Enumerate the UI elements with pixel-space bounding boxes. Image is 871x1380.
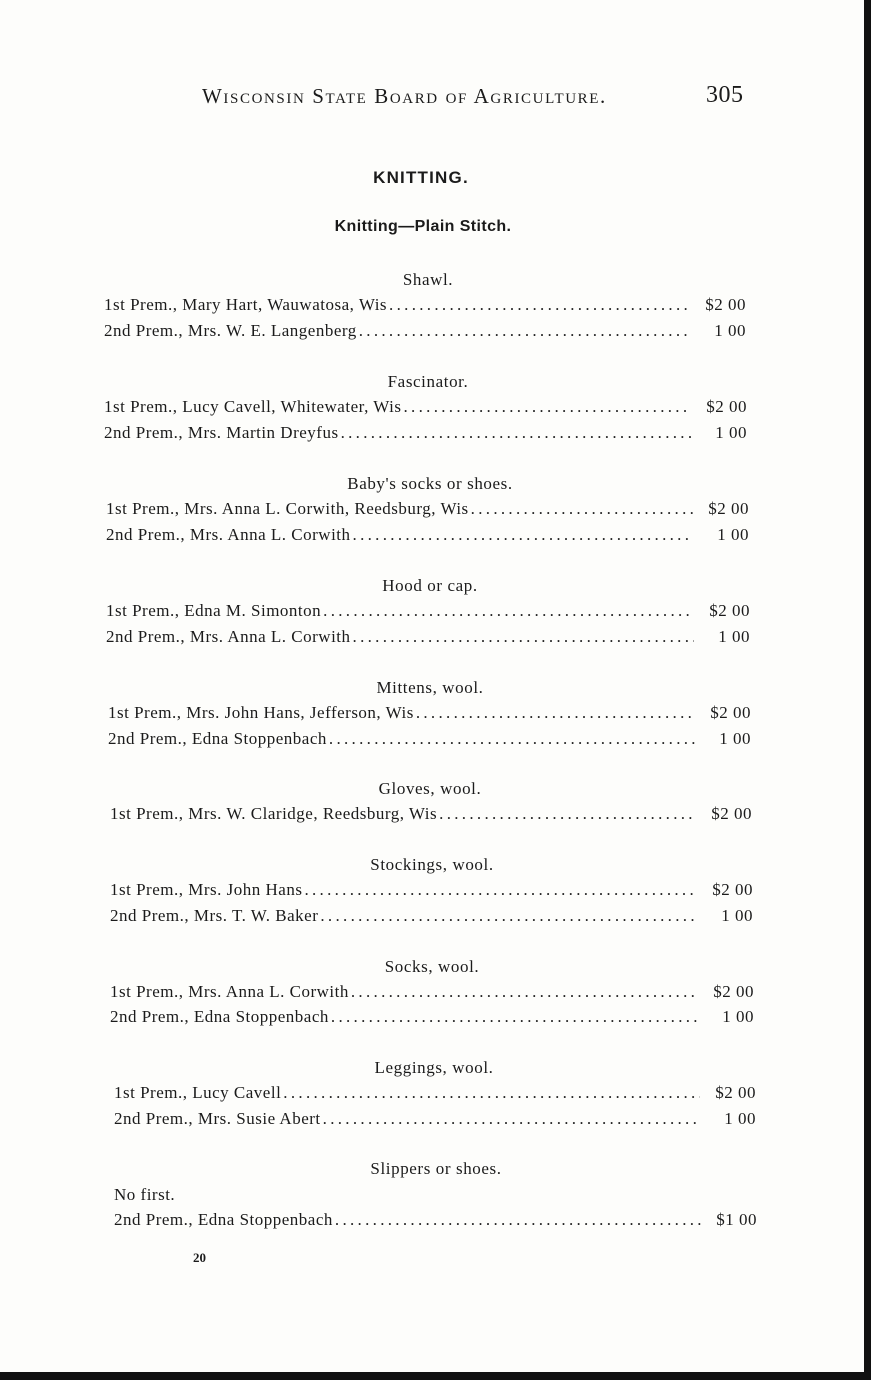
page-number: 305: [706, 82, 744, 108]
premium-entry: [110, 906, 753, 928]
dot-leader: [323, 601, 694, 621]
winner-name: Edna Stoppenbach: [197, 1210, 333, 1229]
premium-entry: [110, 1007, 754, 1029]
premium-rank: 1st Prem.,: [110, 804, 184, 823]
premium-rank: 2nd Prem.,: [114, 1109, 194, 1128]
premium-entry: [104, 397, 747, 419]
premium-amount: $1 00: [716, 1210, 757, 1229]
premium-amount: $2 00: [706, 397, 747, 416]
premium-amount: $2 00: [712, 880, 753, 899]
premium-amount: 1 00: [719, 729, 751, 748]
premium-amount: $2 00: [713, 982, 754, 1001]
premium-rank: 1st Prem.,: [106, 601, 180, 620]
dot-leader: [283, 1083, 700, 1103]
premium-entry: [114, 1083, 756, 1105]
category-title: Socks, wool.: [384, 957, 480, 976]
winner-name: Mary Hart, Wauwatosa, Wis: [182, 295, 388, 314]
premium-rank: 2nd Prem.,: [106, 627, 186, 646]
dot-leader: [320, 906, 697, 926]
dot-leader: [471, 499, 693, 519]
winner-name: Mrs. Susie Abert: [197, 1109, 321, 1128]
winner-name: Edna M. Simonton: [184, 601, 322, 620]
winner-name: Edna Stoppenbach: [193, 1007, 329, 1026]
premium-amount: $2 00: [709, 601, 750, 620]
signature-mark: 20: [193, 1250, 206, 1265]
premium-rank: 1st Prem.,: [106, 499, 180, 518]
winner-name: Mrs. John Hans, Jefferson, Wis: [186, 703, 414, 722]
premium-amount: 1 00: [721, 906, 753, 925]
category-title: Hood or cap.: [382, 576, 478, 595]
dot-leader: [359, 321, 690, 341]
premium-entry: [108, 729, 751, 751]
premium-entry: [106, 601, 750, 623]
category-title: Leggings, wool.: [374, 1058, 494, 1077]
premium-entry: [110, 880, 753, 902]
winner-name: Lucy Cavell: [192, 1083, 282, 1102]
dot-leader: [353, 525, 693, 545]
premium-entry: [108, 703, 751, 725]
premium-entry: [104, 321, 746, 343]
premium-entry: [104, 423, 747, 445]
premium-rank: 1st Prem.,: [104, 397, 178, 416]
category-title: Gloves, wool.: [378, 779, 482, 798]
premium-amount: 1 00: [715, 423, 747, 442]
category-title: Stockings, wool.: [370, 855, 494, 874]
dot-leader: [304, 880, 697, 900]
premium-amount: $2 00: [715, 1083, 756, 1102]
page-edge-shadow-bottom: [0, 1372, 871, 1380]
dot-leader: [404, 397, 692, 417]
dot-leader: [416, 703, 695, 723]
premium-entry: [110, 804, 752, 826]
running-head: Wisconsin State Board of Agriculture.: [202, 84, 607, 108]
premium-entry: [114, 1210, 757, 1232]
dot-leader: [439, 804, 696, 824]
dot-leader: [329, 729, 695, 749]
section-title: KNITTING.: [373, 168, 469, 187]
premium-entry: [114, 1109, 756, 1131]
winner-name: Mrs. Anna L. Corwith: [188, 982, 349, 1001]
winner-name: Mrs. W. Claridge, Reedsburg, Wis: [188, 804, 438, 823]
premium-rank: 2nd Prem.,: [114, 1210, 194, 1229]
premium-entry: [106, 499, 749, 521]
premium-rank: 2nd Prem.,: [104, 321, 184, 340]
premium-entry: [110, 982, 754, 1004]
winner-name: Lucy Cavell, Whitewater, Wis: [182, 397, 402, 416]
premium-amount: 1 00: [717, 525, 749, 544]
winner-name: Mrs. Martin Dreyfus: [187, 423, 339, 442]
premium-entry: [104, 295, 746, 317]
winner-name: Mrs. John Hans: [188, 880, 303, 899]
category-title: Baby's socks or shoes.: [347, 474, 513, 493]
dot-leader: [323, 1109, 700, 1129]
winner-name: Mrs. Anna L. Corwith: [189, 627, 351, 646]
premium-rank: 2nd Prem.,: [110, 906, 190, 925]
premium-rank: 2nd Prem.,: [104, 423, 184, 442]
premium-rank: 1st Prem.,: [104, 295, 178, 314]
premium-rank: 1st Prem.,: [108, 703, 182, 722]
dot-leader: [335, 1210, 701, 1230]
winner-name: Mrs. W. E. Langenberg: [187, 321, 357, 340]
premium-amount: $2 00: [710, 703, 751, 722]
winner-name: Edna Stoppenbach: [191, 729, 327, 748]
winner-name: Mrs. Anna L. Corwith: [189, 525, 351, 544]
premium-rank: 1st Prem.,: [110, 880, 184, 899]
winner-name: Mrs. Anna L. Corwith, Reedsburg, Wis: [184, 499, 469, 518]
premium-amount: 1 00: [722, 1007, 754, 1026]
premium-rank: 2nd Prem.,: [110, 1007, 190, 1026]
premium-amount: 1 00: [724, 1109, 756, 1128]
dot-leader: [331, 1007, 698, 1027]
dot-leader: [389, 295, 690, 315]
premium-amount: 1 00: [718, 627, 750, 646]
subsection-title: Knitting—Plain Stitch.: [334, 218, 512, 235]
dot-leader: [351, 982, 698, 1002]
premium-rank: 2nd Prem.,: [108, 729, 188, 748]
category-title: Fascinator.: [387, 372, 469, 391]
premium-amount: $2 00: [705, 295, 746, 314]
premium-amount: $2 00: [711, 804, 752, 823]
premium-rank: 1st Prem.,: [110, 982, 184, 1001]
category-title: Slippers or shoes.: [370, 1159, 502, 1178]
premium-rank: 1st Prem.,: [114, 1083, 188, 1102]
premium-amount: $2 00: [708, 499, 749, 518]
no-first-note: No first.: [114, 1185, 176, 1204]
category-title: Mittens, wool.: [376, 678, 484, 697]
premium-entry: [106, 627, 750, 649]
premium-amount: 1 00: [714, 321, 746, 340]
dot-leader: [341, 423, 691, 443]
premium-rank: 2nd Prem.,: [106, 525, 186, 544]
dot-leader: [353, 627, 694, 647]
page-edge-shadow-right: [864, 0, 871, 1380]
premium-entry: [106, 525, 749, 547]
winner-name: Mrs. T. W. Baker: [193, 906, 319, 925]
category-title: Shawl.: [402, 270, 454, 289]
